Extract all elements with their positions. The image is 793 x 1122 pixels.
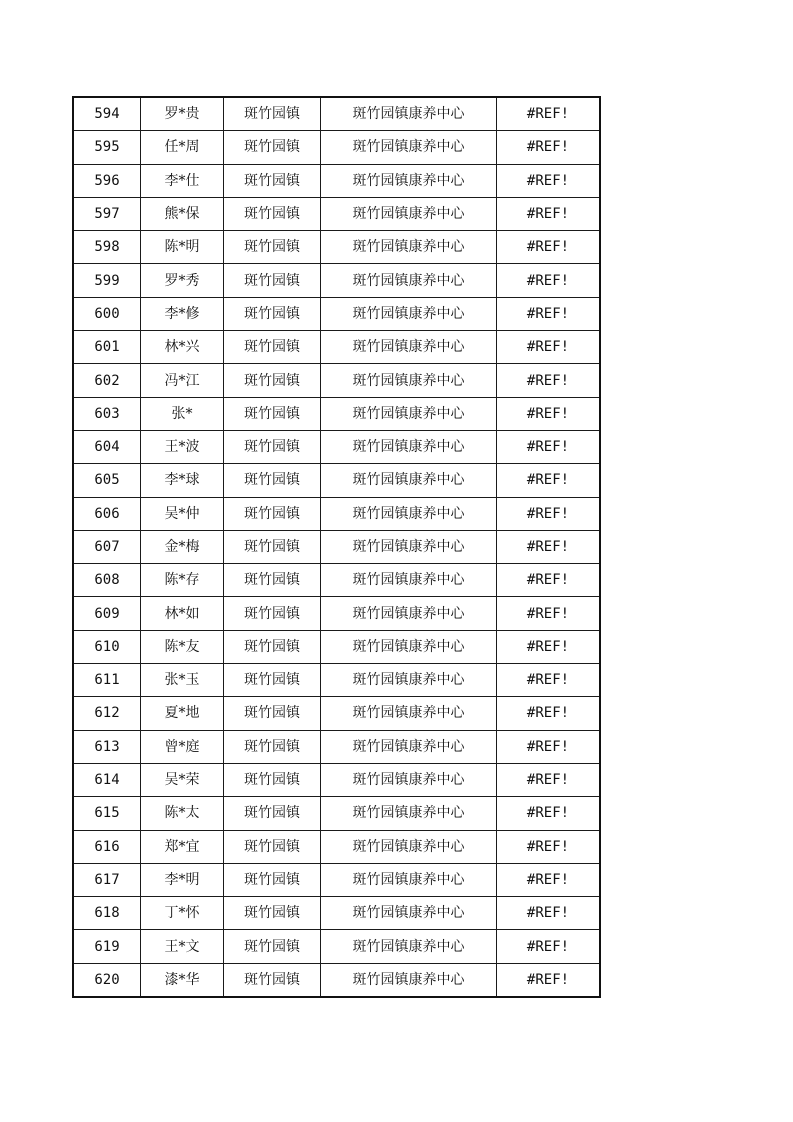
- table-row: [73, 730, 600, 763]
- row-number-cell: 604: [73, 430, 141, 463]
- name-cell: 夏*地: [141, 697, 224, 730]
- value-cell: #REF!: [497, 197, 601, 230]
- table-row: [73, 131, 600, 164]
- table-body: [73, 97, 600, 997]
- table-row: [73, 497, 600, 530]
- care-center-cell: 斑竹园镇康养中心: [321, 597, 497, 630]
- table-row: [73, 797, 600, 830]
- value-cell: #REF!: [497, 497, 601, 530]
- care-center-cell: 斑竹园镇康养中心: [321, 464, 497, 497]
- table-row: [73, 597, 600, 630]
- value-cell: #REF!: [497, 97, 601, 131]
- row-number-cell: 596: [73, 164, 141, 197]
- table-row: [73, 830, 600, 863]
- table-row: [73, 97, 600, 131]
- care-center-cell: 斑竹园镇康养中心: [321, 730, 497, 763]
- value-cell: #REF!: [497, 730, 601, 763]
- name-cell: 陈*明: [141, 231, 224, 264]
- name-cell: 罗*秀: [141, 264, 224, 297]
- value-cell: #REF!: [497, 597, 601, 630]
- town-cell: 斑竹园镇: [224, 730, 321, 763]
- value-cell: #REF!: [497, 697, 601, 730]
- name-cell: 丁*怀: [141, 897, 224, 930]
- row-number-cell: 600: [73, 297, 141, 330]
- care-center-cell: 斑竹园镇康养中心: [321, 364, 497, 397]
- name-cell: 曾*庭: [141, 730, 224, 763]
- row-number-cell: 609: [73, 597, 141, 630]
- name-cell: 李*球: [141, 464, 224, 497]
- name-cell: 陈*太: [141, 797, 224, 830]
- table-row: [73, 430, 600, 463]
- town-cell: 斑竹园镇: [224, 397, 321, 430]
- value-cell: #REF!: [497, 763, 601, 796]
- town-cell: 斑竹园镇: [224, 564, 321, 597]
- table-row: [73, 231, 600, 264]
- value-cell: #REF!: [497, 863, 601, 896]
- value-cell: #REF!: [497, 231, 601, 264]
- town-cell: 斑竹园镇: [224, 331, 321, 364]
- row-number-cell: 614: [73, 763, 141, 796]
- name-cell: 任*周: [141, 131, 224, 164]
- row-number-cell: 613: [73, 730, 141, 763]
- care-center-cell: 斑竹园镇康养中心: [321, 231, 497, 264]
- value-cell: #REF!: [497, 830, 601, 863]
- town-cell: 斑竹园镇: [224, 630, 321, 663]
- value-cell: #REF!: [497, 530, 601, 563]
- town-cell: 斑竹园镇: [224, 930, 321, 963]
- row-number-cell: 620: [73, 963, 141, 997]
- town-cell: 斑竹园镇: [224, 197, 321, 230]
- table-row: [73, 630, 600, 663]
- town-cell: 斑竹园镇: [224, 297, 321, 330]
- row-number-cell: 603: [73, 397, 141, 430]
- row-number-cell: 598: [73, 231, 141, 264]
- care-center-cell: 斑竹园镇康养中心: [321, 697, 497, 730]
- data-table: [72, 96, 601, 998]
- care-center-cell: 斑竹园镇康养中心: [321, 530, 497, 563]
- town-cell: 斑竹园镇: [224, 597, 321, 630]
- value-cell: #REF!: [497, 664, 601, 697]
- name-cell: 张*: [141, 397, 224, 430]
- value-cell: #REF!: [497, 364, 601, 397]
- care-center-cell: 斑竹园镇康养中心: [321, 131, 497, 164]
- name-cell: 李*仕: [141, 164, 224, 197]
- row-number-cell: 602: [73, 364, 141, 397]
- table-row: [73, 697, 600, 730]
- name-cell: 林*如: [141, 597, 224, 630]
- value-cell: #REF!: [497, 397, 601, 430]
- row-number-cell: 617: [73, 863, 141, 896]
- name-cell: 吴*荣: [141, 763, 224, 796]
- value-cell: #REF!: [497, 131, 601, 164]
- town-cell: 斑竹园镇: [224, 164, 321, 197]
- town-cell: 斑竹园镇: [224, 97, 321, 131]
- row-number-cell: 612: [73, 697, 141, 730]
- value-cell: #REF!: [497, 630, 601, 663]
- town-cell: 斑竹园镇: [224, 763, 321, 796]
- row-number-cell: 599: [73, 264, 141, 297]
- town-cell: 斑竹园镇: [224, 497, 321, 530]
- care-center-cell: 斑竹园镇康养中心: [321, 197, 497, 230]
- name-cell: 王*文: [141, 930, 224, 963]
- row-number-cell: 616: [73, 830, 141, 863]
- row-number-cell: 605: [73, 464, 141, 497]
- name-cell: 郑*宜: [141, 830, 224, 863]
- row-number-cell: 601: [73, 331, 141, 364]
- table-row: [73, 897, 600, 930]
- value-cell: #REF!: [497, 331, 601, 364]
- town-cell: 斑竹园镇: [224, 830, 321, 863]
- care-center-cell: 斑竹园镇康养中心: [321, 630, 497, 663]
- care-center-cell: 斑竹园镇康养中心: [321, 664, 497, 697]
- value-cell: #REF!: [497, 297, 601, 330]
- row-number-cell: 595: [73, 131, 141, 164]
- table-row: [73, 763, 600, 796]
- row-number-cell: 594: [73, 97, 141, 131]
- town-cell: 斑竹园镇: [224, 264, 321, 297]
- row-number-cell: 608: [73, 564, 141, 597]
- care-center-cell: 斑竹园镇康养中心: [321, 497, 497, 530]
- care-center-cell: 斑竹园镇康养中心: [321, 397, 497, 430]
- value-cell: #REF!: [497, 930, 601, 963]
- care-center-cell: 斑竹园镇康养中心: [321, 797, 497, 830]
- town-cell: 斑竹园镇: [224, 863, 321, 896]
- name-cell: 漆*华: [141, 963, 224, 997]
- care-center-cell: 斑竹园镇康养中心: [321, 830, 497, 863]
- table-row: [73, 963, 600, 997]
- town-cell: 斑竹园镇: [224, 530, 321, 563]
- value-cell: #REF!: [497, 164, 601, 197]
- town-cell: 斑竹园镇: [224, 430, 321, 463]
- value-cell: #REF!: [497, 464, 601, 497]
- town-cell: 斑竹园镇: [224, 131, 321, 164]
- name-cell: 陈*友: [141, 630, 224, 663]
- care-center-cell: 斑竹园镇康养中心: [321, 97, 497, 131]
- name-cell: 王*波: [141, 430, 224, 463]
- care-center-cell: 斑竹园镇康养中心: [321, 863, 497, 896]
- row-number-cell: 615: [73, 797, 141, 830]
- town-cell: 斑竹园镇: [224, 963, 321, 997]
- name-cell: 冯*江: [141, 364, 224, 397]
- town-cell: 斑竹园镇: [224, 364, 321, 397]
- name-cell: 李*修: [141, 297, 224, 330]
- value-cell: #REF!: [497, 564, 601, 597]
- value-cell: #REF!: [497, 897, 601, 930]
- row-number-cell: 607: [73, 530, 141, 563]
- care-center-cell: 斑竹园镇康养中心: [321, 430, 497, 463]
- care-center-cell: 斑竹园镇康养中心: [321, 297, 497, 330]
- row-number-cell: 619: [73, 930, 141, 963]
- value-cell: #REF!: [497, 264, 601, 297]
- table-row: [73, 464, 600, 497]
- care-center-cell: 斑竹园镇康养中心: [321, 930, 497, 963]
- care-center-cell: 斑竹园镇康养中心: [321, 963, 497, 997]
- table-row: [73, 664, 600, 697]
- name-cell: 罗*贵: [141, 97, 224, 131]
- care-center-cell: 斑竹园镇康养中心: [321, 164, 497, 197]
- row-number-cell: 606: [73, 497, 141, 530]
- value-cell: #REF!: [497, 797, 601, 830]
- town-cell: 斑竹园镇: [224, 231, 321, 264]
- value-cell: #REF!: [497, 430, 601, 463]
- value-cell: #REF!: [497, 963, 601, 997]
- town-cell: 斑竹园镇: [224, 464, 321, 497]
- table-row: [73, 297, 600, 330]
- row-number-cell: 618: [73, 897, 141, 930]
- town-cell: 斑竹园镇: [224, 697, 321, 730]
- name-cell: 金*梅: [141, 530, 224, 563]
- name-cell: 林*兴: [141, 331, 224, 364]
- care-center-cell: 斑竹园镇康养中心: [321, 897, 497, 930]
- table-row: [73, 164, 600, 197]
- table-row: [73, 364, 600, 397]
- table-row: [73, 863, 600, 896]
- table-row: [73, 397, 600, 430]
- table-row: [73, 264, 600, 297]
- name-cell: 吴*仲: [141, 497, 224, 530]
- care-center-cell: 斑竹园镇康养中心: [321, 763, 497, 796]
- row-number-cell: 611: [73, 664, 141, 697]
- name-cell: 陈*存: [141, 564, 224, 597]
- row-number-cell: 597: [73, 197, 141, 230]
- table-row: [73, 331, 600, 364]
- care-center-cell: 斑竹园镇康养中心: [321, 331, 497, 364]
- care-center-cell: 斑竹园镇康养中心: [321, 564, 497, 597]
- name-cell: 张*玉: [141, 664, 224, 697]
- table-row: [73, 564, 600, 597]
- town-cell: 斑竹园镇: [224, 797, 321, 830]
- town-cell: 斑竹园镇: [224, 664, 321, 697]
- row-number-cell: 610: [73, 630, 141, 663]
- table-row: [73, 530, 600, 563]
- town-cell: 斑竹园镇: [224, 897, 321, 930]
- table-row: [73, 197, 600, 230]
- name-cell: 李*明: [141, 863, 224, 896]
- care-center-cell: 斑竹园镇康养中心: [321, 264, 497, 297]
- table-row: [73, 930, 600, 963]
- name-cell: 熊*保: [141, 197, 224, 230]
